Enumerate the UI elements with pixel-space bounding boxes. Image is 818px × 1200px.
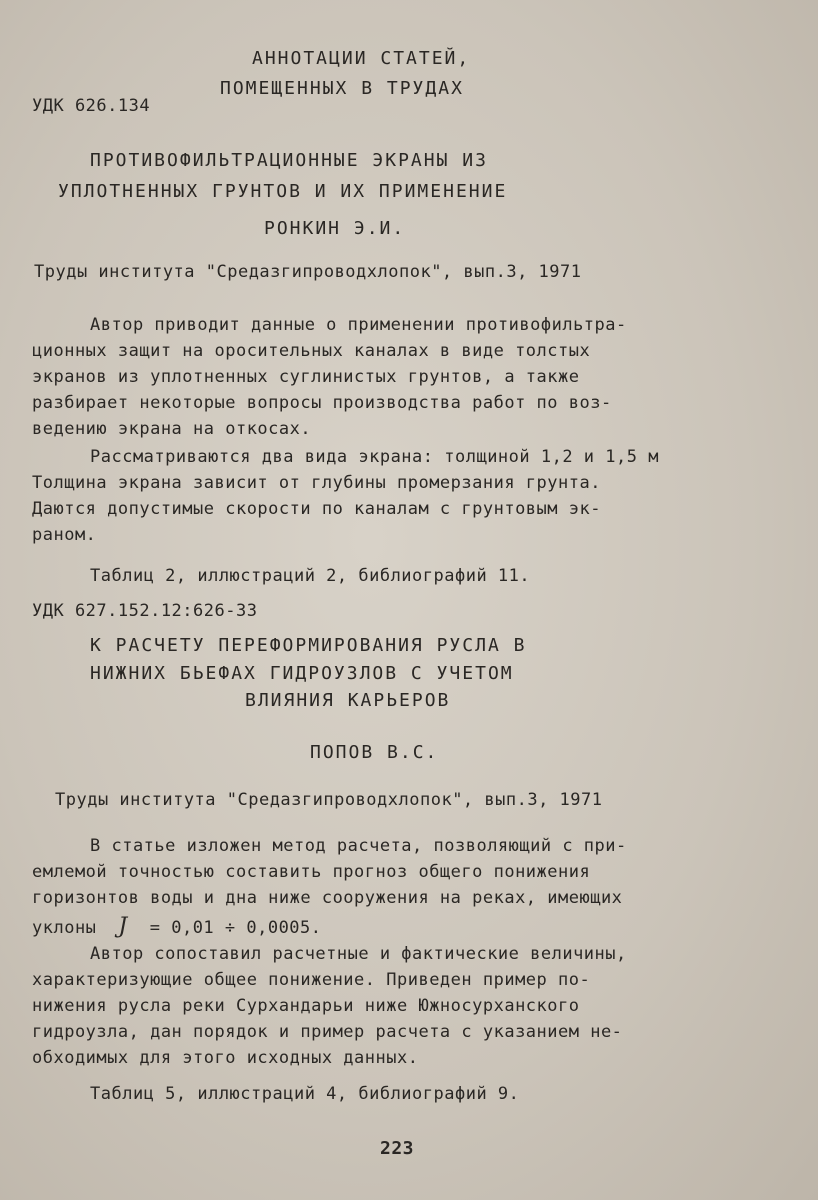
article2-title-line2: НИЖНИХ БЬЕФАХ ГИДРОУЗЛОВ С УЧЕТОМ xyxy=(90,663,514,684)
article2-body2-line: нижения русла реки Сурхандарьи ниже Южносурханского xyxy=(32,996,580,1016)
article1-source: Труды института "Средазгипроводхлопок", вып.3, 1971 xyxy=(34,262,582,282)
article1-title-line2: УПЛОТНЕННЫХ ГРУНТОВ И ИХ ПРИМЕНЕНИЕ xyxy=(58,181,508,202)
article2-stats: Таблиц 5, иллюстраций 4, библиографий 9. xyxy=(90,1084,520,1104)
article1-body-line: Даются допустимые скорости по каналам с грунтовым эк- xyxy=(32,499,601,519)
article2-source: Труды института "Средазгипроводхлопок", вып.3, 1971 xyxy=(55,790,603,810)
page-number: 223 xyxy=(380,1138,415,1159)
article1-body-line: Автор приводит данные о применении противофильтра- xyxy=(90,315,627,335)
section-title-line2: ПОМЕЩЕННЫХ В ТРУДАХ xyxy=(220,78,464,99)
article2-body2-line: Автор сопоставил расчетные и фактические величины, xyxy=(90,944,627,964)
article2-body2-line: характеризующие общее понижение. Приведен пример по- xyxy=(32,970,591,990)
article1-body-line: ционных защит на оросительных каналах в виде толстых xyxy=(32,341,591,361)
article1-author: РОНКИН Э.И. xyxy=(264,218,406,239)
article2-body-line: горизонтов воды и дна ниже сооружения на реках, имеющих xyxy=(32,888,623,908)
article1-body-line: раном. xyxy=(32,525,97,545)
article2-body2-line: гидроузла, дан порядок и пример расчета с указанием не- xyxy=(32,1022,623,1042)
formula-symbol: J xyxy=(118,914,128,939)
article2-body-line: В статье изложен метод расчета, позволяющий с при- xyxy=(90,836,627,856)
article2-title-line3: ВЛИЯНИЯ КАРЬЕРОВ xyxy=(245,690,451,711)
article2-title-line1: К РАСЧЕТУ ПЕРЕФОРМИРОВАНИЯ РУСЛА В xyxy=(90,635,527,656)
article1-body-line: Рассматриваются два вида экрана: толщиной 1,2 и 1,5 м xyxy=(90,447,659,467)
formula-value: = 0,01 ÷ 0,0005. xyxy=(149,918,322,938)
article1-title-line1: ПРОТИВОФИЛЬТРАЦИОННЫЕ ЭКРАНЫ ИЗ xyxy=(90,150,488,171)
formula-prefix: уклоны xyxy=(32,918,97,938)
article1-body-line: Толщина экрана зависит от глубины промерзания грунта. xyxy=(32,473,601,493)
article1-body-line: разбирает некоторые вопросы производства работ по воз- xyxy=(32,393,612,413)
article2-body-line: емлемой точностью составить прогноз общего понижения xyxy=(32,862,591,882)
article2-author: ПОПОВ В.С. xyxy=(310,742,439,763)
section-title-line1: АННОТАЦИИ СТАТЕЙ, xyxy=(252,48,471,69)
article1-udk: УДК 626.134 xyxy=(32,96,151,116)
article2-udk: УДК 627.152.12:626-33 xyxy=(32,601,258,621)
article1-body-line: экранов из уплотненных суглинистых грунтов, а также xyxy=(32,367,580,387)
article2-formula-line xyxy=(32,914,322,939)
article1-body-line: ведению экрана на откосах. xyxy=(32,419,312,439)
article1-stats: Таблиц 2, иллюстраций 2, библиографий 11. xyxy=(90,566,531,586)
article2-body2-line: обходимых для этого исходных данных. xyxy=(32,1048,419,1068)
